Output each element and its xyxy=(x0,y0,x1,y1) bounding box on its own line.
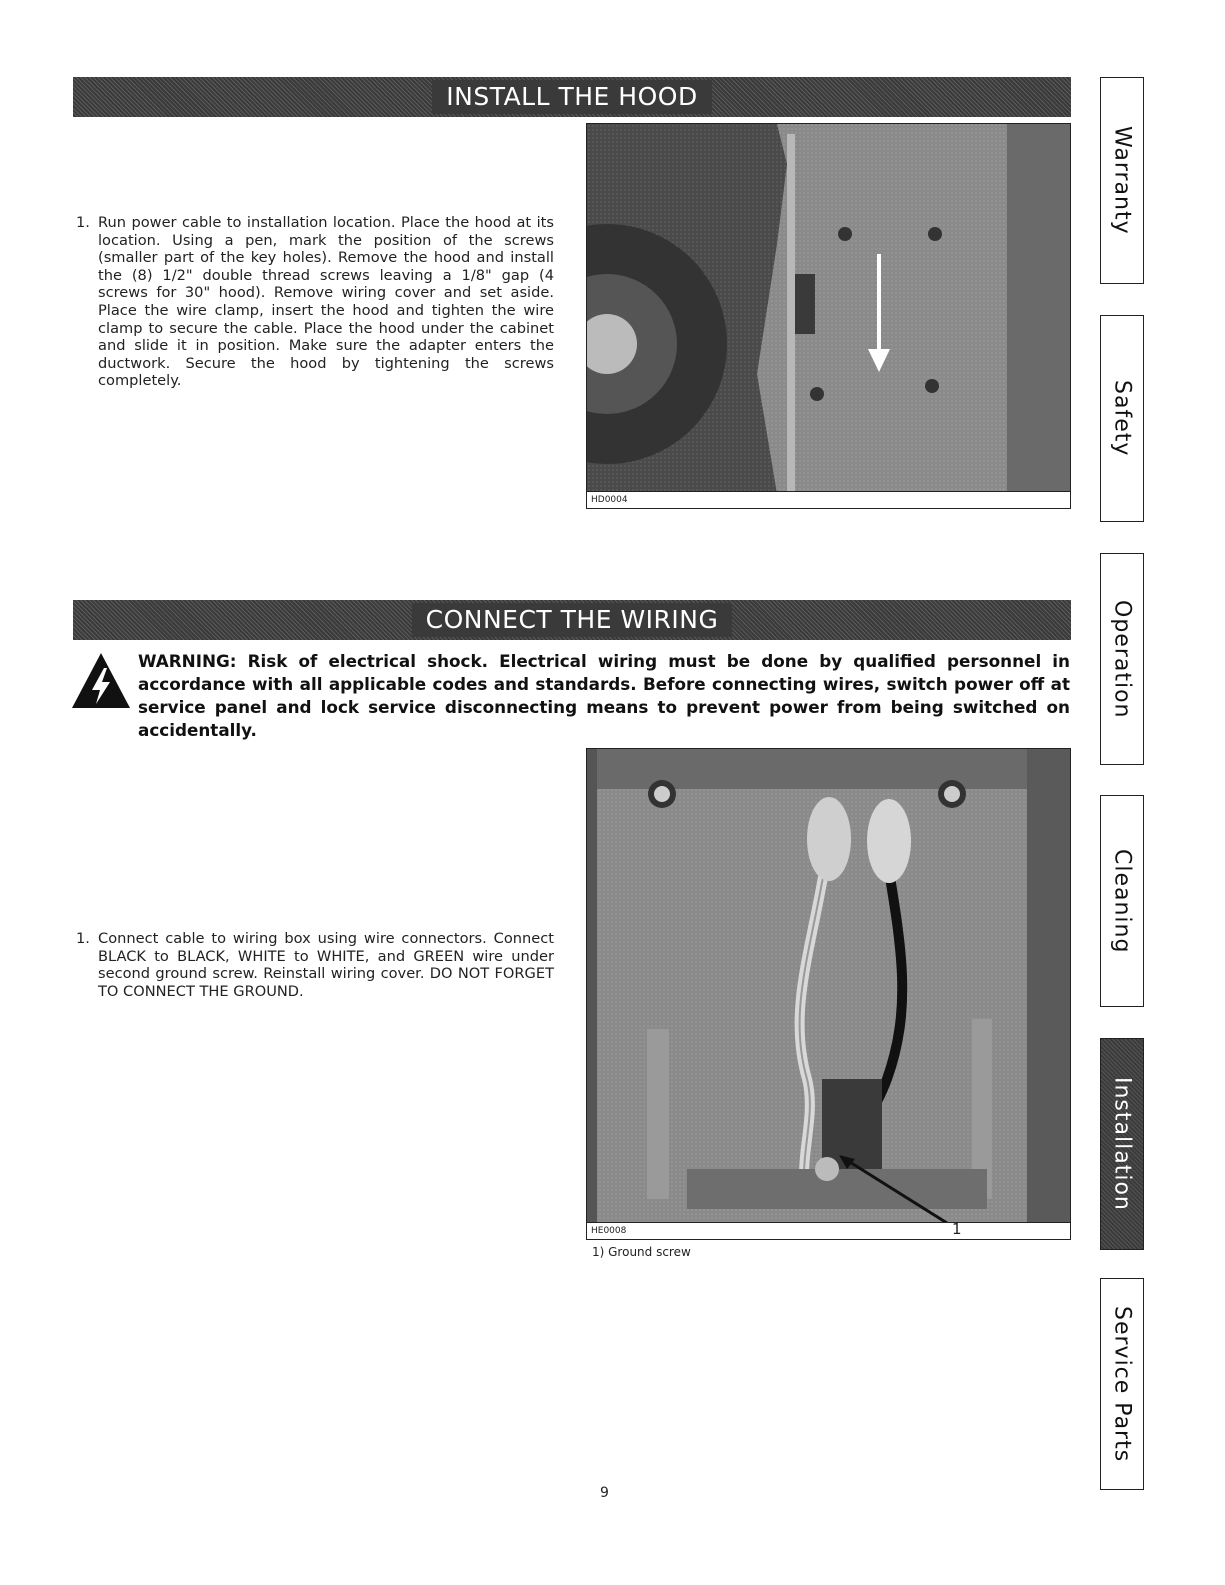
wiring-step-1 xyxy=(76,930,554,1000)
photo-caption: 1) Ground screw xyxy=(592,1245,691,1259)
tab-label: Cleaning xyxy=(1109,848,1135,954)
tab-installation[interactable] xyxy=(1100,1038,1144,1250)
tab-label: Operation xyxy=(1109,599,1135,719)
callout-number: 1 xyxy=(952,1220,962,1238)
electrical-hazard-icon xyxy=(70,650,132,712)
tab-operation[interactable] xyxy=(1100,553,1144,765)
section-title: CONNECT THE WIRING xyxy=(412,603,733,637)
step-text: Run power cable to installation location. Place the hood at its location. Using a pen, mark the position of the screws (smaller part of the key holes). Remove the hood and install the (8) 1/2" double thread screws leaving a 1/8" gap (4 screws for 30" hood). Remove wiring cover and set aside. Place the wire clamp, insert the hood and tighten the wire clamp to secure the cable. Place the hood under the cabinet and slide it in position. Make sure the adapter enters the ductwork. Secure the hood by tightening the screws completely. xyxy=(98,214,554,390)
tab-cleaning[interactable] xyxy=(1100,795,1144,1007)
tab-label: Service Parts xyxy=(1109,1305,1135,1463)
photo-code-text: HE0008 xyxy=(591,1226,627,1236)
photo-code: HD0004 xyxy=(587,491,1071,508)
section-banner-install-hood xyxy=(73,77,1071,117)
warning-text: WARNING: Risk of electrical shock. Electrical wiring must be done by qualified personnel in accordance with all applicable codes and standards. Before connecting wires, switch power off at service panel and lock service disconnecting means to prevent power from being switched on accidentally. xyxy=(138,651,1070,740)
section-banner-connect-wiring xyxy=(73,600,1071,640)
tab-label: Installation xyxy=(1109,1077,1135,1211)
tab-label: Safety xyxy=(1109,380,1135,457)
tab-service-parts[interactable] xyxy=(1100,1278,1144,1490)
page-number: 9 xyxy=(600,1485,609,1501)
tab-safety[interactable] xyxy=(1100,315,1144,522)
tab-label: Warranty xyxy=(1109,126,1135,235)
step-text: Connect cable to wiring box using wire connectors. Connect BLACK to BLACK, WHITE to WHITE, and GREEN wire under second ground screw. Reinstall wiring cover. DO NOT FORGET TO CONNECT THE GROUND. xyxy=(98,930,554,1000)
photo-wiring xyxy=(586,748,1071,1240)
wiring-illustration xyxy=(587,749,1070,1223)
photo-hood-install xyxy=(586,123,1071,509)
hood-install-illustration xyxy=(587,124,1070,494)
section-title: INSTALL THE HOOD xyxy=(432,80,711,114)
tab-warranty[interactable] xyxy=(1100,77,1144,284)
step-number: 1. xyxy=(76,214,90,231)
install-step-1 xyxy=(76,214,554,390)
photo-code xyxy=(587,1222,1071,1239)
step-number: 1. xyxy=(76,930,90,947)
